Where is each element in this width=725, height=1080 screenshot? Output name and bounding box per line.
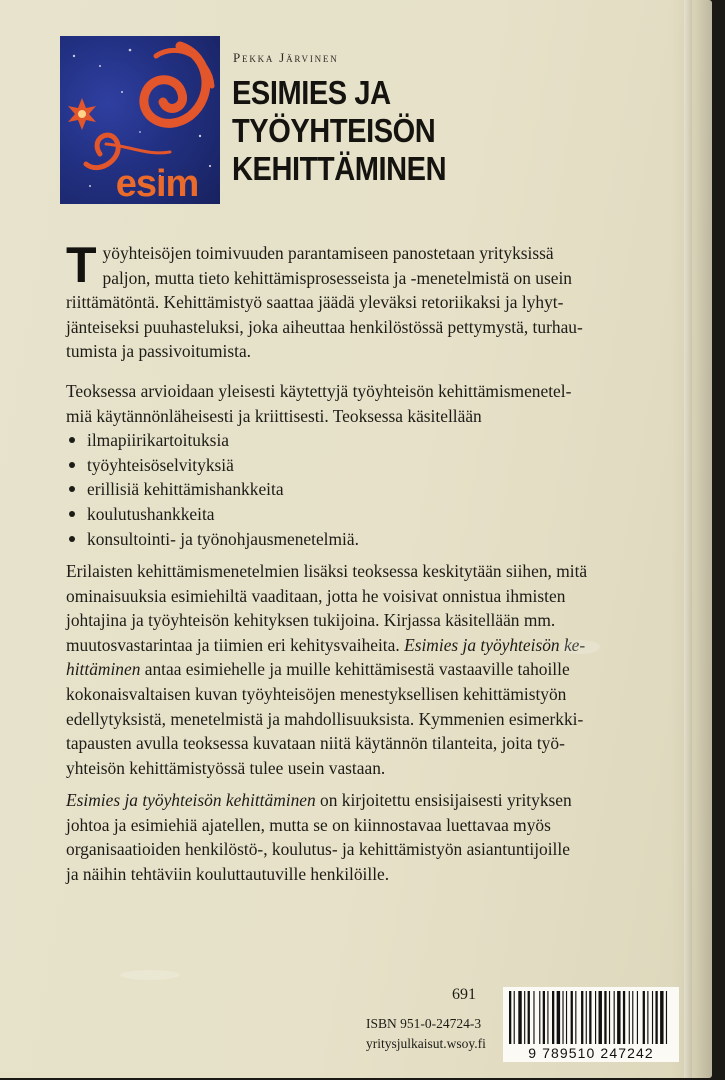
intro-paragraph	[66, 237, 666, 364]
barcode-bar	[566, 991, 567, 1045]
text-line	[66, 657, 666, 682]
text-line: riittämätöntä. Kehittämistyö saattaa jäädä yleväksi retoriikaksi ja lyhyt-	[66, 292, 564, 313]
barcode-bar	[543, 991, 545, 1045]
barcode-bar	[647, 991, 648, 1045]
barcode-bar	[660, 991, 663, 1045]
leadership-paragraph	[66, 559, 666, 780]
barcode-bar	[652, 991, 653, 1045]
list-item: koulutushankkeita	[66, 502, 666, 527]
barcode-bar	[514, 991, 515, 1045]
cover-scuff	[560, 640, 600, 654]
text-line: johtoa ja esimiehiä ajatellen, mutta se on kiinnostavaa luettavaa myös	[66, 814, 551, 835]
text-line: paljon, mutta tieto kehittämisprosesseista ja -menetelmistä on usein	[102, 267, 572, 288]
page-count: 691	[452, 986, 476, 1003]
barcode-bar	[547, 991, 548, 1045]
text-line: tumista ja passivoitumista.	[66, 341, 252, 362]
barcode-bar	[637, 991, 638, 1045]
text-span: muutosvastarintaa ja tiimien eri kehitysvaiheita.	[66, 634, 400, 655]
barcode-bar	[623, 991, 625, 1045]
barcode-bar	[518, 991, 521, 1045]
methods-paragraph	[66, 379, 666, 551]
publisher-website: yritysjulkaisut.wsoy.fi	[366, 1036, 486, 1051]
title-line: KEHITTÄMINEN	[232, 150, 447, 187]
text-line: ja näihin tehtäviin kouluttautuville henkilöille.	[66, 863, 390, 884]
title-line: ESIMIES JA	[232, 74, 391, 111]
barcode-bar	[581, 991, 583, 1045]
logo-wordmark: esim	[115, 163, 199, 204]
book-title	[232, 74, 652, 188]
barcode-bar	[533, 991, 534, 1045]
text-line: ominaisuuksia esimiehiltä vaaditaan, jotta he voisivat onnistua ihmisten	[66, 585, 566, 606]
barcode-bar	[666, 991, 667, 1045]
barcode-bars	[503, 987, 679, 1047]
text-line: miä käytännönläheisesti ja kriittisesti. Teoksessa käsitellään	[66, 405, 482, 426]
barcode-bar	[539, 991, 540, 1045]
text-line: kokonaisvaltaisen kuvan työyhteisöjen menestyksellisen kehittämistyön	[66, 683, 567, 704]
barcode-bar	[571, 991, 573, 1045]
barcode-bar	[524, 991, 525, 1045]
barcode-bar	[609, 991, 610, 1045]
barcode-bar	[617, 991, 620, 1045]
barcode-bar	[655, 991, 657, 1045]
isbn-barcode	[503, 987, 679, 1062]
text-line	[66, 788, 666, 813]
cover-scuff	[120, 970, 180, 980]
barcode-bar	[562, 991, 563, 1045]
list-item: työyhteisöselvityksiä	[66, 453, 666, 478]
list-item: erillisiä kehittämishankkeita	[66, 477, 666, 502]
barcode-bar	[575, 991, 576, 1045]
isbn-number: ISBN 951-0-24724-3	[366, 1016, 482, 1031]
list-item: ilmapiirikartoituksia	[66, 428, 666, 453]
book-title-italic: hittäminen	[66, 659, 141, 680]
list-item: konsultointi- ja työnohjausmenetelmiä.	[66, 527, 666, 552]
barcode-bar	[629, 991, 630, 1045]
text-line: johtajina ja työyhteisön kehityksen tukijoina. Kirjassa käsitellään mm.	[66, 610, 556, 631]
barcode-bar	[586, 991, 587, 1045]
barcode-bar	[614, 991, 615, 1045]
text-span: antaa esimiehelle ja muille kehittämisestä vastaaville tahoille	[140, 659, 570, 680]
text-span: on kirjoitettu ensisijaisesti yrityksen	[315, 790, 572, 810]
author-name: Pekka Järvinen	[233, 50, 339, 65]
text-line: jänteiseksi puuhasteluksi, joka aiheuttaa henkilöstössä pettymystä, turhau-	[66, 316, 583, 337]
barcode-bar	[604, 991, 606, 1045]
barcode-digits: 9 789510 247242	[503, 1044, 679, 1062]
text-line: edellytyksistä, menetelmistä ja mahdollisuuksista. Kymmenien esimerkki-	[66, 708, 584, 729]
text-line: yhteisön kehittämistyössä tulee usein vastaan.	[66, 757, 386, 778]
text-line: organisaatioiden henkilöstö-, koulutus- ja kehittämistyön asiantuntijoille	[66, 839, 570, 860]
text-line: Teoksessa arvioidaan yleisesti käytettyjä työyhteisön kehittämismenetel-	[66, 381, 572, 401]
title-line: TYÖYHTEISÖN	[232, 112, 436, 149]
topics-list	[66, 428, 666, 551]
barcode-bar	[557, 991, 560, 1045]
text-line: yöyhteisöjen toimivuuden parantamiseen panostetaan yrityksissä	[102, 243, 554, 263]
text-line: Erilaisten kehittämismenetelmien lisäksi teoksessa keskitytään siihen, mitä	[66, 561, 588, 581]
barcode-bar	[528, 991, 530, 1045]
barcode-bar	[509, 991, 511, 1045]
text-line: tapausten avulla teoksessa kuvataan niitä käytännön tilanteita, joita työ-	[66, 733, 565, 754]
barcode-bar	[599, 991, 602, 1045]
spine-edge	[684, 0, 692, 1078]
book-title-italic: Esimies ja työyhteisön ke-	[404, 634, 586, 655]
book-title-italic: Esimies ja työyhteisön kehittäminen	[66, 790, 316, 810]
barcode-bar	[643, 991, 645, 1045]
barcode-bar	[595, 991, 596, 1045]
barcode-bar	[589, 991, 591, 1045]
publisher-logo	[60, 36, 220, 204]
barcode-bar	[632, 991, 633, 1045]
audience-paragraph	[66, 788, 666, 886]
barcode-bar	[552, 991, 554, 1045]
drop-cap: T	[66, 237, 97, 293]
